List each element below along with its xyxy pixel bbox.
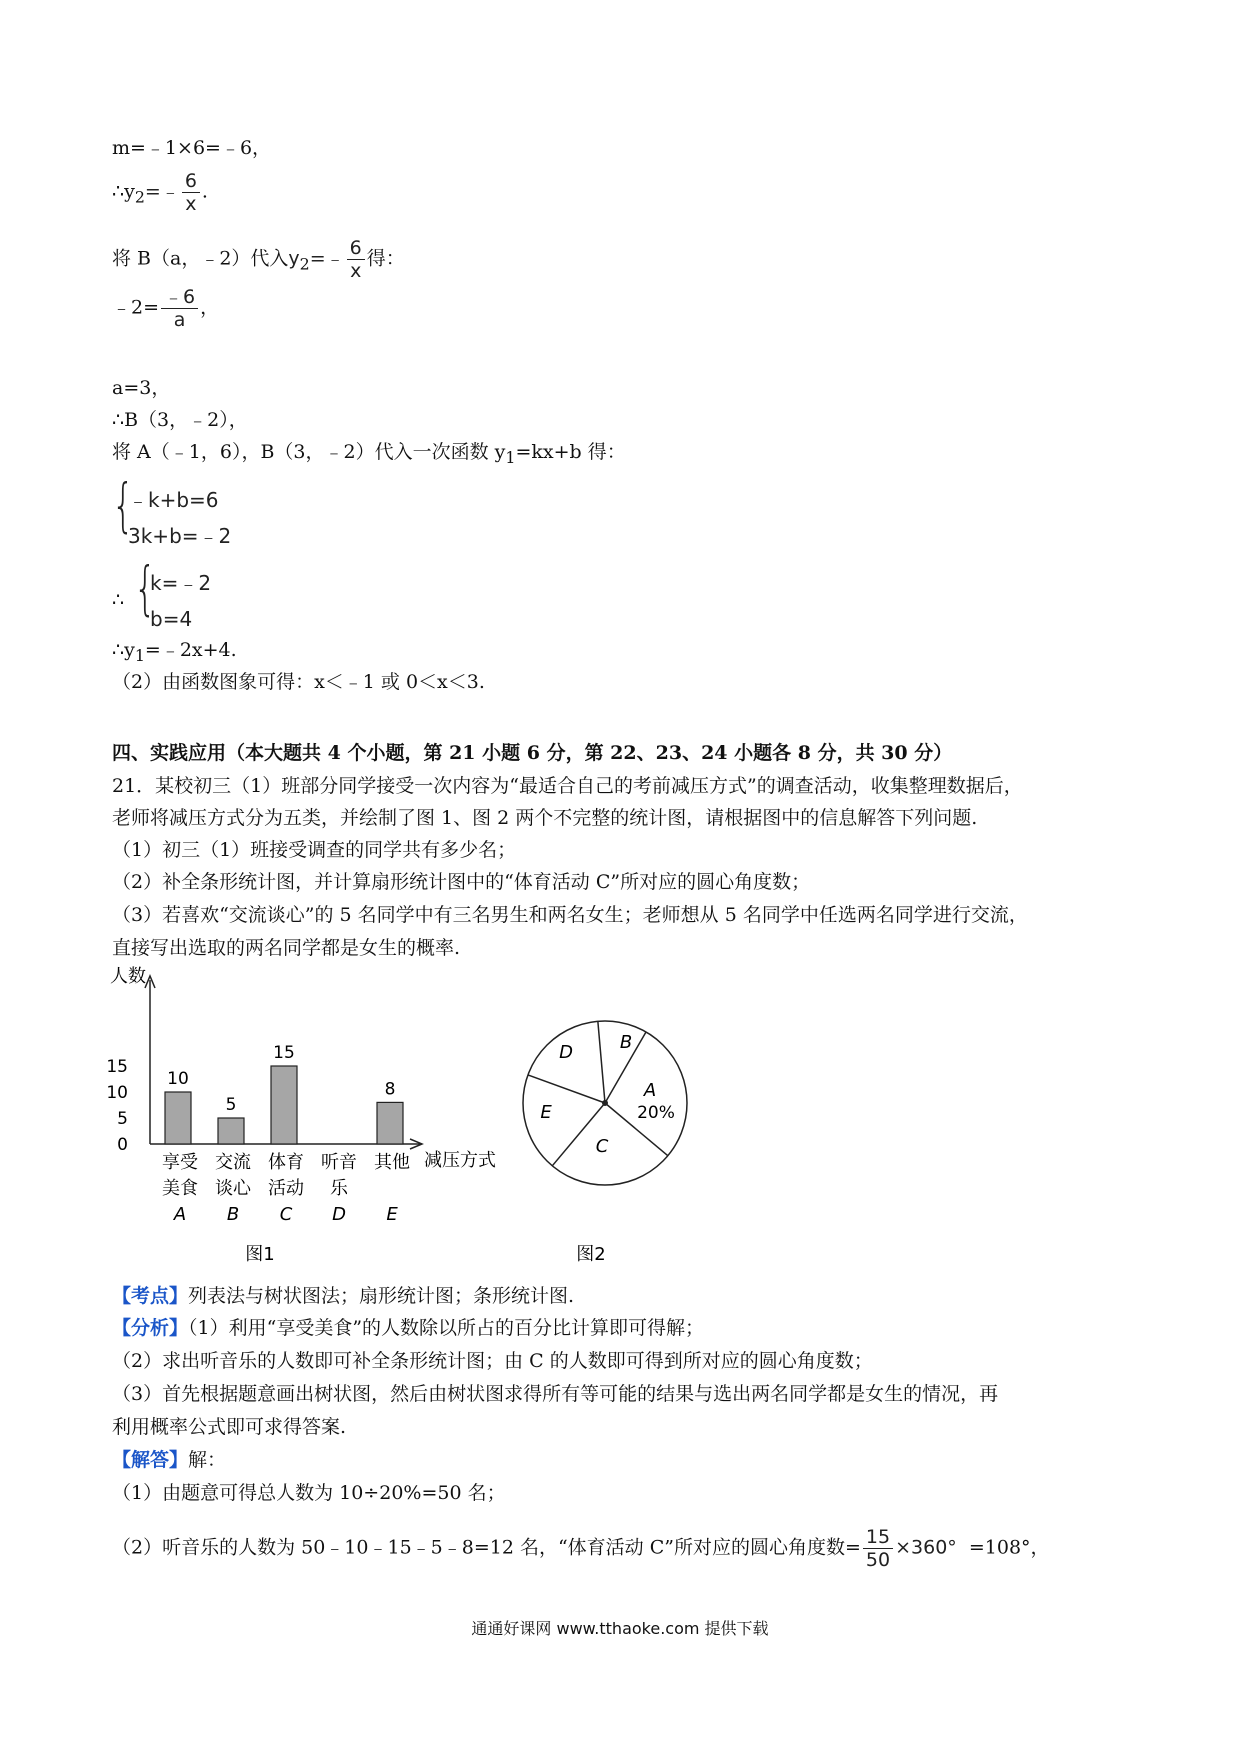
chart-background [110,968,790,1278]
category-label: 体育 [268,1152,304,1173]
y-tick-label: 15 [106,1057,128,1077]
category-label: 交流 [215,1152,251,1173]
text-line: $\therefore y_1=﹣2x+4$. [112,639,237,665]
fenxi-tag: 【分析】 [112,1317,189,1339]
formula-line: $\therefore y_2=﹣$ $\frac{6}{x}$ . [112,170,208,215]
y-axis-label: 人数 [110,966,146,987]
slice-label: C [595,1136,609,1157]
slice-label: E [540,1102,552,1123]
category-label: 活动 [268,1178,304,1199]
category-letter: A [173,1204,187,1225]
bar-value-label: 15 [273,1043,295,1063]
bar-chart [106,966,790,1278]
slice-percent: 20% [637,1103,675,1123]
question-part-1: （1）初三（1）班接受调查的同学共有多少名； [112,839,517,861]
brace-glyph: { [134,554,157,622]
fraction: $\frac{15}{50}$ [863,1526,893,1571]
equation-system: { ﹣k+b=6 3k+b=﹣2 [112,471,232,548]
text-line: a=3， [112,377,171,399]
figure-caption: 图2 [576,1244,606,1265]
category-label: 享受 [162,1152,198,1173]
category-label: 谈心 [215,1178,251,1199]
analysis-line: 利用概率公式即可求得答案. [112,1416,347,1438]
bar [377,1102,403,1144]
fraction: $\frac{6}{x}$ [182,170,200,215]
y-tick-label: 10 [106,1083,128,1103]
answer-line: （2）听音乐的人数为 50﹣10﹣15﹣5﹣8=12 名，“体育活动 C”所对应的圆心角度数= $\frac{15}{50}$ ×360° =108°， [112,1526,1050,1571]
figures [106,966,790,1278]
formula-line: ﹣2= $\frac{﹣6}{a}$ ， [112,286,220,331]
slice-label: A [643,1080,657,1101]
category-label: 乐 [330,1178,348,1199]
question-text: 老师将减压方式分为五类，并绘制了图 1、图 2 两个不完整的统计图，请根据图中的信息解答下列问题. [112,807,978,829]
bar-value-label: 5 [225,1095,237,1115]
topic-line: 【考点】列表法与树状图法；扇形统计图；条形统计图. [112,1285,575,1307]
text-line: 将 A（﹣1，6），B（3，﹣2）代入一次函数 $y_1=kx+b$ 得： [112,441,626,467]
question-text: 21．某校初三（1）班部分同学接受一次内容为“最适合自己的考前减压方式”的调查活动，收集整理数据后， [112,775,1023,797]
fraction: $\frac{﹣6}{a}$ [161,286,198,331]
equation-system: { k=﹣2 b=4 [134,554,212,631]
footer: 通通好课网 www.tthaoke.com 提供下载 [471,1619,769,1638]
question-part-2: （2）补全条形统计图，并计算扇形统计图中的“体育活动 C”所对应的圆心角度数； [112,871,811,893]
kaodian-tag: 【考点】 [112,1285,189,1307]
section-heading: 四、实践应用（本大题共 4 个小题，第 21 小题 6 分，第 22、23、24 小题各 8 分，共 30 分） [112,742,953,764]
category-letter: D [332,1204,346,1225]
text-line: m=﹣1×6=﹣6， [112,137,272,159]
question-part-3: （3）若喜欢“交流谈心”的 5 名同学中有三名男生和两名女生；老师想从 5 名同学中任选两名同学进行交流， [112,904,1028,926]
formula-line: 将 B（a，﹣2）代入$y_2=﹣$ $\frac{6}{x}$ 得： [112,237,405,282]
slice-label: D [559,1042,573,1063]
x-axis-label: 减压方式 [424,1150,496,1171]
text-line: （2）由函数图象可得：x＜﹣1 或 0＜x＜3. [112,671,485,693]
analysis-line: 【分析】（1）利用“享受美食”的人数除以所占的百分比计算即可得解； [112,1317,705,1339]
brace-glyph: { [112,471,135,539]
slice-label: B [619,1032,633,1053]
answer-line: （1）由题意可得总人数为 10÷20%=50 名； [112,1482,506,1504]
text-line: ∴B（3，﹣2）， [112,409,248,431]
bar [218,1118,244,1144]
category-label: 其他 [374,1152,410,1173]
bar-value-label: 10 [167,1069,189,1089]
category-letter: C [279,1204,293,1225]
pie-center [602,1100,608,1106]
question-part-3-cont: 直接写出选取的两名同学都是女生的概率. [112,937,461,959]
figure-caption: 图1 [245,1244,275,1265]
fraction: $\frac{6}{x}$ [347,237,365,282]
category-label: 美食 [162,1178,198,1199]
category-letter: B [226,1204,240,1225]
bar-value-label: 8 [384,1079,396,1100]
y-tick-label: 5 [117,1109,128,1129]
jieda-tag: 【解答】 [112,1449,189,1471]
category-label: 听音 [321,1152,357,1173]
bar [165,1092,191,1144]
answer-line: 【解答】解： [112,1449,227,1471]
analysis-line: （3）首先根据题意画出树状图，然后由树状图求得所有等可能的结果与选出两名同学都是女生的情况，再 [112,1383,999,1405]
therefore-symbol: ∴ [112,589,125,611]
analysis-line: （2）求出听音乐的人数即可补全条形统计图；由 C 的人数即可得到所对应的圆心角度数； [112,1350,873,1372]
category-letter: E [386,1204,398,1225]
bar [271,1066,297,1144]
y-tick-label: 0 [117,1135,128,1155]
